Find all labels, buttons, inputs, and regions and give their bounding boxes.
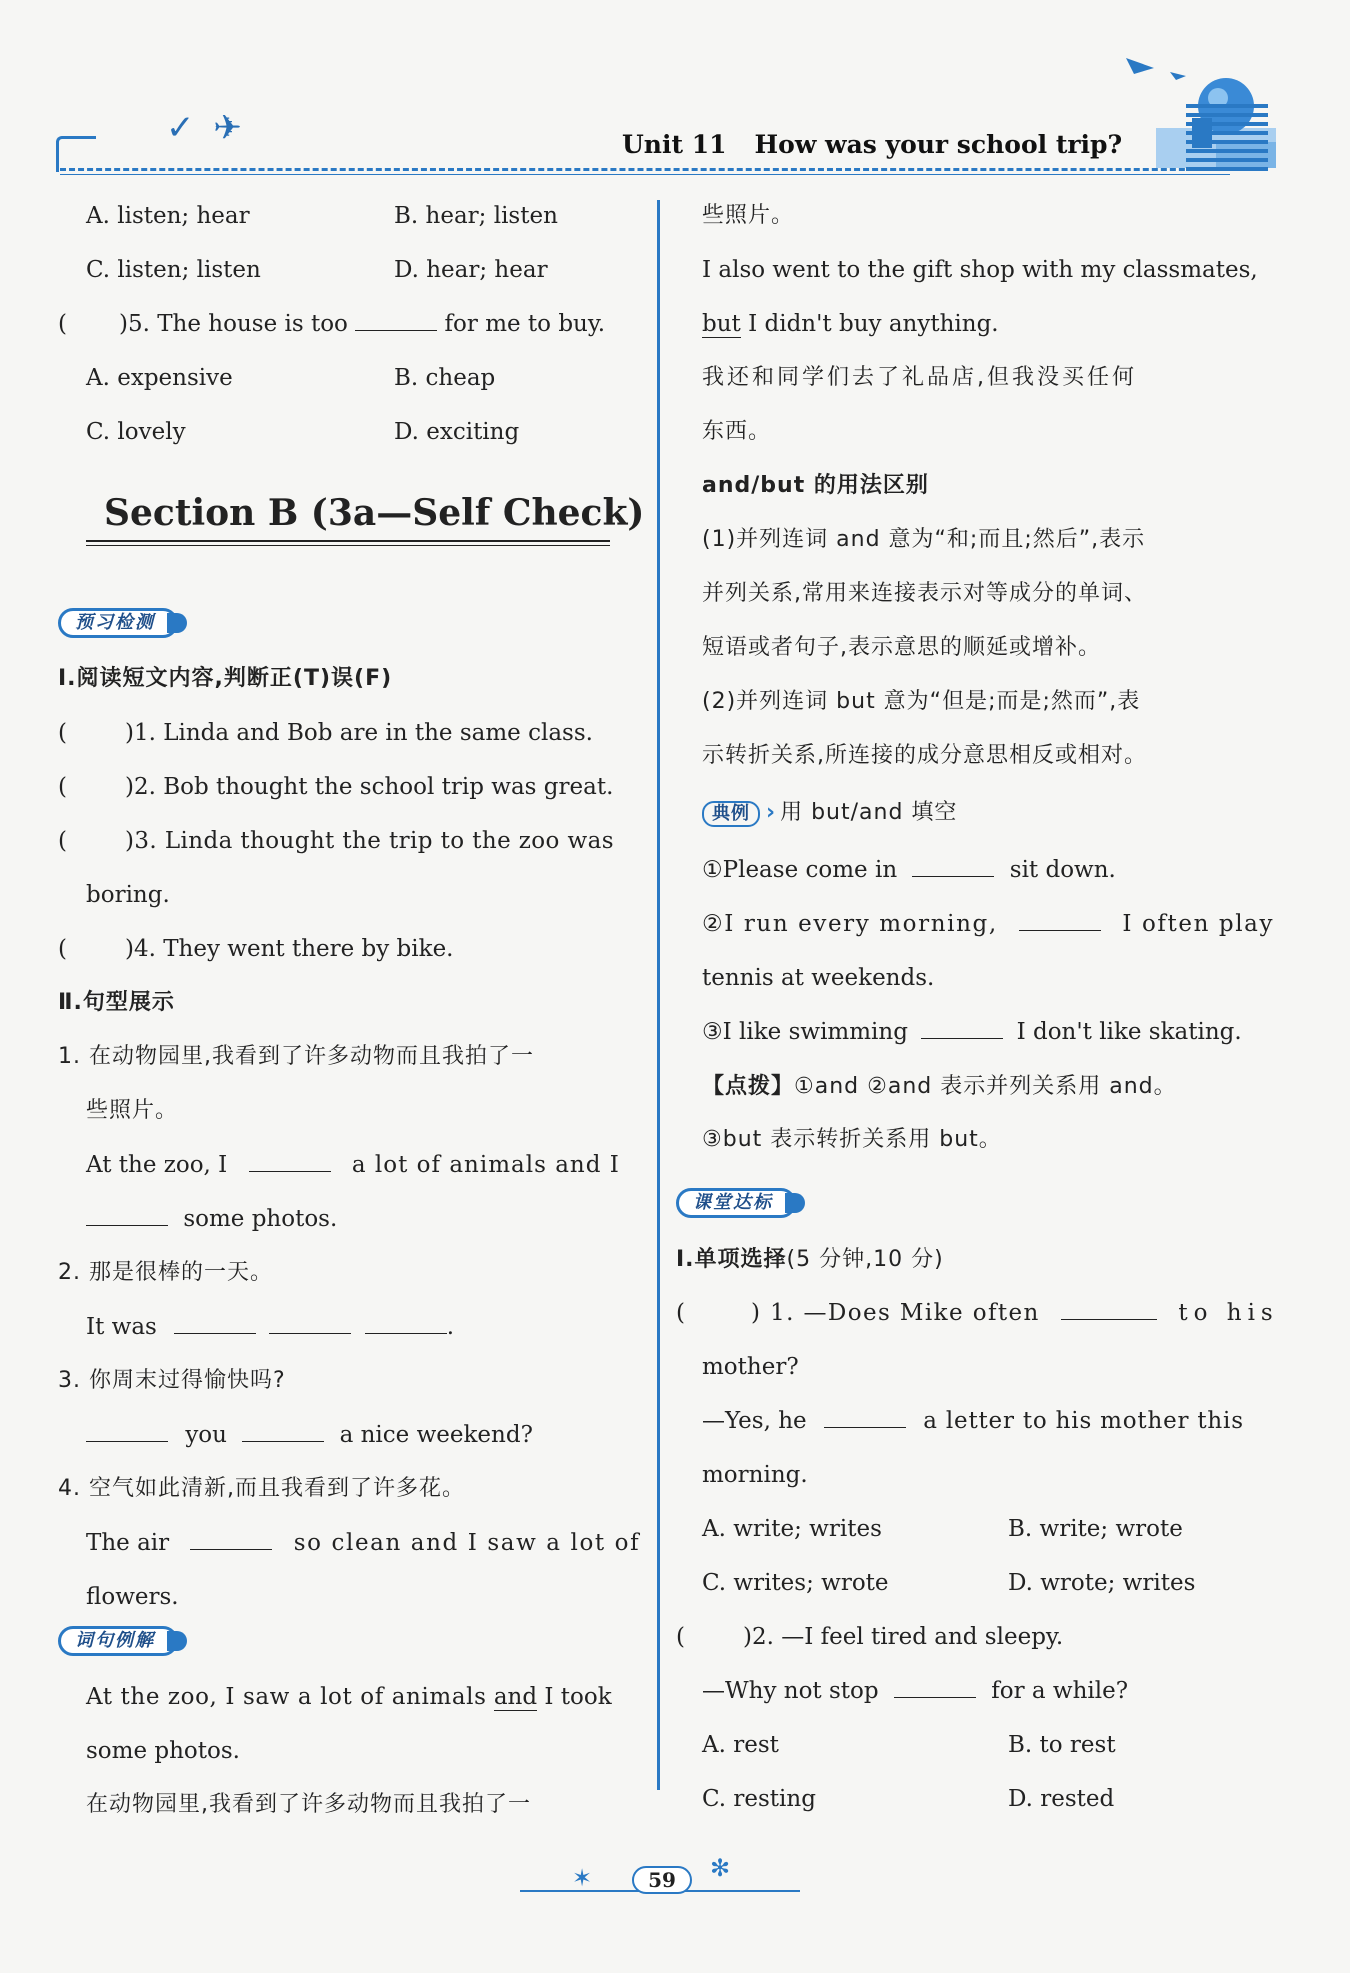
example-1-en [86, 1682, 612, 1712]
example-tag: 典例 [702, 801, 760, 827]
mc-q2-reply [702, 1676, 1128, 1706]
example-2-but: but [702, 311, 741, 337]
and-but-title: and/but 的用法区别 [702, 473, 929, 498]
palm-tree-icon: ✻ [710, 1854, 731, 1882]
sentence-3-blank-1[interactable] [86, 1420, 168, 1442]
sentence-1-blank-1[interactable] [249, 1150, 331, 1172]
unit-number: Unit 11 [622, 130, 727, 159]
mc-q1-a: ) 1. —Does Mike often [750, 1300, 1040, 1326]
tf-item-1: ( )1. Linda and Bob are in the same class. [58, 720, 593, 746]
mc-q1-blank-2[interactable] [824, 1406, 906, 1428]
tf-item-4-text: )4. They went there by bike. [124, 936, 454, 962]
question-5 [58, 309, 605, 339]
mc-q1-d: —Yes, he [702, 1408, 807, 1434]
page-header [56, 58, 1326, 178]
exercise-3 [702, 1017, 1242, 1047]
rule-1-line-1: (1)并列连词 and 意为“和;而且;然后”,表示 [702, 527, 1146, 552]
chevron-right-icon: › [766, 800, 777, 825]
rule-1-line-2: 并列关系,常用来连接表示对等成分的单词、 [702, 581, 1147, 606]
sentence-3-en [86, 1420, 533, 1450]
mc-q1-option-d: D. wrote; writes [1008, 1570, 1196, 1596]
exercise-3-a: ③I like swimming [702, 1019, 908, 1045]
tf-item-4: ( )4. They went there by bike. [58, 936, 454, 962]
sentence-4-blank[interactable] [190, 1528, 272, 1550]
sentence-2-en-a: It was [86, 1314, 157, 1340]
sentence-1-cn-cont: 些照片。 [86, 1098, 179, 1123]
paper-plane-icon [1126, 58, 1154, 74]
star-icon: ✶ [572, 1864, 593, 1892]
mc-q2-a: )2. —I feel tired and sleepy. [742, 1624, 1064, 1650]
exercise-1-b: sit down. [1009, 857, 1116, 883]
example-2-cn-cont: 东西。 [702, 419, 772, 444]
badge-preview-check: 预习检测 [58, 608, 178, 638]
sentence-3-cn: 3. 你周末过得愉快吗? [58, 1368, 286, 1393]
sentence-4-en [86, 1528, 640, 1558]
mc-q1-option-c: C. writes; wrote [702, 1570, 889, 1596]
mc-q2-option-b: B. to rest [1008, 1732, 1116, 1758]
mc-q2-blank[interactable] [894, 1676, 976, 1698]
unit-topic: How was your school trip? [754, 130, 1123, 159]
tip-line-1 [702, 1071, 1177, 1102]
q5-option-c: C. lovely [86, 419, 186, 445]
example-1-en-cont: some photos. [86, 1738, 240, 1764]
sentence-3-en-a: you [185, 1422, 227, 1448]
tip-label: 【点拨】 [702, 1074, 795, 1099]
mc-title [676, 1244, 944, 1275]
exercise-1-blank[interactable] [912, 855, 994, 877]
part2-title: Ⅱ.句型展示 [58, 990, 175, 1015]
example-1-and: and [493, 1684, 538, 1710]
sentence-2-cn: 2. 那是很棒的一天。 [58, 1260, 273, 1285]
badge-word-explanation: 词句例解 [58, 1626, 178, 1656]
q5-tail: for me to buy. [444, 311, 606, 337]
mc-q1-reply-cont: morning. [702, 1462, 808, 1488]
sentence-4-en-a: The air [86, 1530, 170, 1556]
tf-item-2: ( )2. Bob thought the school trip was great. [58, 774, 614, 800]
tf-item-2-text: )2. Bob thought the school trip was great. [124, 774, 614, 800]
tf-item-3: ( )3. Linda thought the trip to the zoo was [58, 828, 614, 854]
birds-icon: ✓ ✈ [166, 108, 246, 148]
mc-q2-option-d: D. rested [1008, 1786, 1115, 1812]
example-1-en-a: At the zoo, I saw a lot of animals [86, 1684, 487, 1710]
example-1-cn: 在动物园里,我看到了许多动物而且我拍了一 [86, 1792, 531, 1817]
sentence-2-blank-2[interactable] [269, 1312, 351, 1334]
header-corner-decoration [56, 136, 96, 172]
tip-text-1: ①and ②and 表示并列关系用 and。 [794, 1074, 1177, 1099]
mc-question-2: ( )2. —I feel tired and sleepy. [676, 1624, 1064, 1650]
exercise-2-cont: tennis at weekends. [702, 965, 935, 991]
tf-item-1-text: )1. Linda and Bob are in the same class. [124, 720, 593, 746]
exercise-2 [702, 909, 1274, 939]
column-divider [657, 200, 660, 1790]
sentence-1-en-c: some photos. [183, 1206, 338, 1232]
example-2-en-cont [702, 309, 999, 339]
page-footer [520, 1854, 800, 1900]
q4-option-b: B. hear; listen [394, 203, 558, 229]
sentence-3-en-b: a nice weekend? [339, 1422, 533, 1448]
sentence-1-blank-2[interactable] [86, 1204, 168, 1226]
q5-stem: )5. The house is too [118, 311, 348, 337]
exercise-1-a: ①Please come in [702, 857, 898, 883]
example-instruction [702, 798, 957, 828]
badge-classroom-standard: 课堂达标 [676, 1188, 796, 1218]
tf-item-3-text: )3. Linda thought the trip to the zoo was [124, 828, 614, 854]
unit-title [622, 130, 1122, 159]
rule-2-line-1: (2)并列连词 but 意为“但是;而是;然而”,表 [702, 689, 1141, 714]
page-number: 59 [632, 1866, 692, 1894]
example-2-en-b: I didn't buy anything. [748, 311, 999, 337]
q4-option-d: D. hear; hear [394, 257, 548, 283]
mc-q1-option-b: B. write; wrote [1008, 1516, 1183, 1542]
sentence-4-en-b: so clean and I saw a lot of [293, 1530, 641, 1556]
mc-q1-option-a: A. write; writes [702, 1516, 882, 1542]
exercise-3-blank[interactable] [921, 1017, 1003, 1039]
q4-option-c: C. listen; listen [86, 257, 261, 283]
exercise-2-b: I often play [1122, 911, 1275, 937]
sentence-1-en-b: a lot of animals and I [351, 1152, 620, 1178]
q5-blank[interactable] [355, 309, 437, 331]
mc-time: (5 分钟,10 分) [786, 1247, 944, 1272]
example-1-en-b: I took [544, 1684, 612, 1710]
header-stripes-decoration [1186, 104, 1268, 174]
q5-option-b: B. cheap [394, 365, 496, 391]
sentence-3-blank-2[interactable] [242, 1420, 324, 1442]
exercise-1 [702, 855, 1116, 885]
example-2-en: I also went to the gift shop with my classmates, [702, 257, 1258, 283]
exercise-3-b: I don't like skating. [1016, 1019, 1242, 1045]
sentence-4-en-cont: flowers. [86, 1584, 179, 1610]
mc-q1-blank-1[interactable] [1061, 1298, 1157, 1320]
sentence-4-cn: 4. 空气如此清新,而且我看到了许多花。 [58, 1476, 465, 1501]
mc-q2-b: —Why not stop [702, 1678, 879, 1704]
example-1-cn-cont: 些照片。 [702, 203, 795, 228]
exercise-2-blank[interactable] [1019, 909, 1101, 931]
exercise-2-a: ②I run every morning, [702, 911, 998, 937]
tf-item-3-cont: boring. [86, 882, 170, 908]
mc-q1-b: to his [1178, 1300, 1279, 1326]
sentence-1-en-a: At the zoo, I [86, 1152, 228, 1178]
mc-q2-c: for a while? [991, 1678, 1129, 1704]
mc-title-text: Ⅰ.单项选择 [676, 1247, 787, 1272]
q4-option-a: A. listen; hear [86, 203, 250, 229]
rule-1-line-3: 短语或者句子,表示意思的顺延或增补。 [702, 635, 1101, 660]
section-title-underline [86, 540, 610, 542]
sentence-2-en: It was . [86, 1314, 455, 1340]
example-2-cn: 我还和同学们去了礼品店,但我没买任何 [702, 365, 1137, 390]
mc-question-1: ( ) 1. —Does Mike often to his [676, 1300, 1279, 1326]
mc-q1-reply [702, 1406, 1244, 1436]
sentence-2-blank-3[interactable] [365, 1312, 447, 1334]
q5-option-d: D. exciting [394, 419, 520, 445]
rule-2-line-2: 示转折关系,所连接的成分意思相反或相对。 [702, 743, 1147, 768]
tip-line-2: ③but 表示转折关系用 but。 [702, 1127, 1002, 1152]
answer-paren: ( [58, 311, 67, 337]
mc-q1-cont: mother? [702, 1354, 799, 1380]
part1-title: Ⅰ.阅读短文内容,判断正(T)误(F) [58, 666, 393, 691]
q5-option-a: A. expensive [86, 365, 233, 391]
paper-plane-small-icon [1170, 72, 1186, 80]
section-title-underline-thin [86, 545, 610, 546]
sentence-1-en [86, 1150, 620, 1180]
section-title: Section B (3a—Self Check) [104, 492, 645, 534]
example-instruction-text: 用 but/and 填空 [780, 800, 958, 825]
sentence-2-blank-1[interactable] [174, 1312, 256, 1334]
mc-q2-option-c: C. resting [702, 1786, 816, 1812]
sentence-1-cn: 1. 在动物园里,我看到了许多动物而且我拍了一 [58, 1044, 534, 1069]
header-rule [60, 174, 1230, 175]
mc-q1-e: a letter to his mother this [923, 1408, 1244, 1434]
sentence-1-en-cont [86, 1204, 337, 1234]
mc-q2-option-a: A. rest [702, 1732, 779, 1758]
header-dashed-line [60, 168, 1230, 171]
